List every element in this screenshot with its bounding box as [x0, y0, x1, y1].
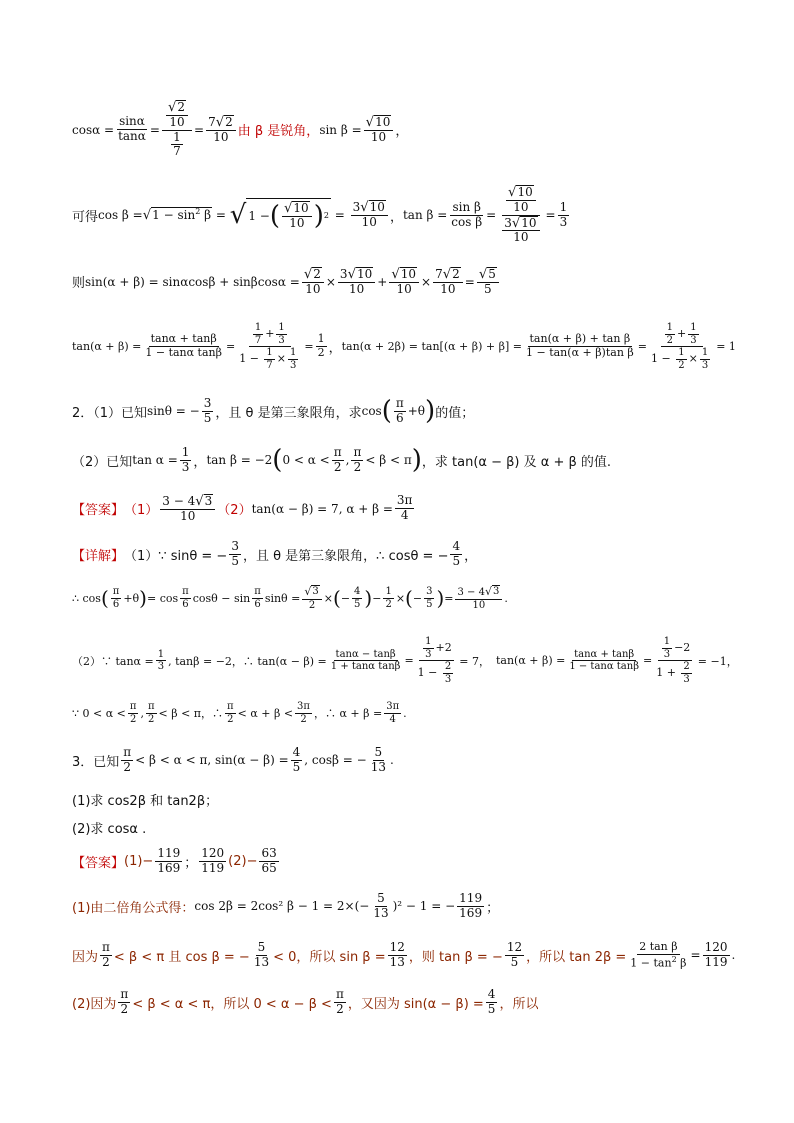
- q3-prefix: 3．已知: [72, 754, 120, 770]
- q3-cond: < β < α < π, sin(α − β) =: [135, 753, 289, 768]
- det2-p2-end: = −1，: [697, 654, 738, 668]
- frac-complex-3: $\frac{1}{7}$ + $\frac{1}{3}$ 1 − $\frac{1}{7}$ × $\frac{1}{3}$: [239, 322, 297, 371]
- det2-p2-sum: tan(α + β) =: [495, 654, 566, 667]
- det2-r-mid2: < α + β <: [237, 706, 294, 720]
- det2-line2: ∴ cos ( $\frac{\pi}{6}$ +θ ) = cos $\frac{\pi}{6}$ cosθ − sin $\frac{\pi}{6}$ sinθ = √ 3 2 × ( − $\frac{4}{5}$ ) − $\frac{1}{2}$ × ( − $\frac{3}{5}$ ) = 3 − 4 √ 3 10 .: [72, 585, 508, 611]
- det2-line3: （2）∵ tanα = $\frac{1}{3}$ , tanβ = −2，∴ tan(α − β) = $\frac{\tan\alpha - \tan\beta}{\text{1 + tanα tanβ}}$ = $\frac{1}{3}$ +2 1 − $\frac{2}{3}$ = 7， tan(α + β) = $\frac{\tan\alpha + \tan\beta}{\text{1 − tanα tanβ}}$ = $\frac{1}{3}$ −2 1 + $\frac{2}{3}$ = −1，: [72, 636, 738, 685]
- text-ze: 则: [72, 276, 86, 292]
- det3-line2: 因为 $\frac{\pi}{2}$ < β < π 且 cos β = − $\frac{5}{13}$ < 0，所以 sin β = $\frac{12}{13}$ ，则 tan β = − $\frac{12}{5}$ ，所以 tan 2β = $\frac{\text{2 tan β}}{1 - \tan^2 \beta}$ = $\frac{120}{119}$ .: [72, 940, 736, 970]
- frac-7r2-10: 7 √ 2 10: [206, 115, 236, 145]
- det3-l2-d: ，所以 tan 2β =: [526, 949, 627, 965]
- q3-line: 3．已知 $\frac{\pi}{2}$ < β < α < π, sin(α − β) = $\frac{4}{5}$ , cosβ = − $\frac{5}{13}$ .: [72, 745, 394, 774]
- det2-r-line: ∵ 0 < α <: [72, 706, 126, 720]
- det2-line1: 【详解】 （1）∵ sinθ = − $\frac{3}{5}$ ，且 θ 是第三象限角，∴ cosθ = − $\frac{4}{5}$ ，: [72, 539, 478, 568]
- frac-complex-4: $\frac{1}{2}$ + $\frac{1}{3}$ 1 − $\frac{1}{2}$ × $\frac{1}{3}$: [651, 322, 709, 371]
- comma: ，: [328, 341, 342, 356]
- q2-p2-cond: 0 < α <: [282, 453, 330, 468]
- det2-p1-mid: ，且 θ 是第三象限角，∴ cosθ = −: [242, 548, 449, 564]
- det3-l1-prefix: (1)由二倍角公式得：: [72, 900, 195, 916]
- frac-complex-6: $\frac{1}{3}$ −2 1 + $\frac{2}{3}$: [656, 636, 691, 685]
- equals: =: [304, 340, 314, 353]
- answer-tag: 【答案】: [72, 503, 125, 519]
- det3-line1: (1)由二倍角公式得： cos 2β = 2cos² β − 1 = 2×(− $\frac{5}{13}$ )² − 1 = − $\frac{119}{169}$ ；: [72, 891, 500, 920]
- q2-part2: （2）已知 tan α = $\frac{1}{3}$ ， tan β = −2 ( 0 < α < $\frac{\pi}{2}$ , $\frac{\pi}{2}$ < β < π ) ，求 tan(α − β) 及 α + β 的值.: [72, 445, 612, 476]
- q2-prefix: 2．（1）已知: [72, 405, 148, 421]
- line-cos-beta: 可得 cos β = √ $1 - \sin^2 \beta$ = √ 1 − ( √ 10 10 ) 2 = 3 √ 10 10 ， tan β = $\frac{\text{sin β}}{\text{cos β}}$ = √ 10 10 3 √ 10 10 = $\frac{1}{3}$: [72, 184, 568, 245]
- equals-one: = 1: [716, 340, 736, 353]
- q3-sub1: [72, 790, 754, 809]
- sin-sum-expr: sin(α + β) = sinαcosβ + sinβcosα =: [85, 274, 300, 289]
- frac-complex-1: √ 2 10 $\frac{1}{7}$: [162, 100, 192, 159]
- q2-sin: sinθ = −: [147, 404, 200, 419]
- q2-mid: ，且 θ 是第三象限角，求: [215, 405, 362, 421]
- frac-sin-over-tan: $\frac{\sin\alpha}{\tan\alpha}$: [118, 114, 146, 144]
- ans3-line: 【答案】 (1)− $\frac{119}{169}$ ； $\frac{120}{119}$ (2)− $\frac{63}{65}$: [72, 846, 277, 875]
- det2-c-mid2: sinθ =: [264, 591, 301, 605]
- half-num: 1: [317, 332, 325, 346]
- det2-p2: （2）∵ tanα =: [72, 654, 154, 668]
- frac-complex-2: √ 10 10 3 √ 10 10: [498, 185, 543, 245]
- det2-eq7: = 7，: [459, 654, 490, 668]
- tan-2beta-expr: tan(α + 2β) = tan[(α + β) + β] =: [341, 340, 522, 353]
- ans3-p2: (2)−: [228, 853, 258, 869]
- answer-tag: 【答案】: [72, 855, 125, 871]
- semicolon: ；: [486, 900, 500, 916]
- q2-end: 的值；: [435, 405, 475, 421]
- tan-sum-label: tan(α + β) =: [72, 340, 142, 353]
- semicolon: ；: [184, 855, 198, 871]
- det2-p1: （1）∵ sinθ = −: [124, 548, 228, 564]
- det2-c-line: ∴ cos: [72, 591, 101, 605]
- det3-l2-c: ，则 tan β = −: [408, 949, 503, 965]
- det3-line3: (2)因为 $\frac{\pi}{2}$ < β < α < π，所以 0 < α − β < $\frac{\pi}{2}$ ，又因为 sin(α − β) = $\frac{4}{5}$ ，所以: [72, 987, 539, 1016]
- sqrt-big: √ 1 − ( √ 10 10 ) 2: [230, 198, 331, 233]
- det3-l1-expr: cos 2β = 2cos² β − 1 = 2×(−: [194, 899, 370, 914]
- frac-r10-10: √ 10 10: [364, 115, 394, 145]
- q2-p2-prefix: （2）已知: [72, 454, 133, 470]
- ans3-p1: (1)−: [124, 853, 154, 869]
- cos-alpha-label: cosα =: [72, 122, 115, 137]
- equals: =: [690, 948, 701, 963]
- q3-cond2: , cosβ = −: [304, 753, 367, 768]
- q2-p2-tanb: tan β = −2: [206, 453, 273, 468]
- q2-p2-end: ，求 tan(α − β) 及 α + β 的值.: [421, 454, 612, 470]
- det2-c-eq: = cos: [146, 591, 179, 605]
- tan-beta-label: tan β =: [402, 208, 448, 223]
- line-cos-alpha: cosα = $\frac{\sin\alpha}{\tan\alpha}$ = √ 2 10 $\frac{1}{7}$ = 7 √ 2 10 由 β 是锐角， sin β = √ 10 10 ，: [72, 99, 409, 159]
- q2-cos: cos: [361, 404, 382, 419]
- q2-p2-tan: tan α =: [132, 453, 178, 468]
- det3-l2-b: < 0，所以 sin β =: [273, 949, 386, 965]
- line-tan-sum: tan(α + β) = $\frac{\tan\alpha + \tan\beta}{\text{1 − tanα tanβ}}$ = $\frac{1}{7}$ + $\frac{1}{3}$ 1 − $\frac{1}{7}$ × $\frac{1}{3}$ = $\frac{1}{2}$ ， tan(α + 2β) = tan[(α + β) + β] = $\frac{\text{tan(α + β) + tan β}}{\text{1 − tan(α + β)tan β}}$ = $\frac{1}{2}$ + $\frac{1}{3}$ 1 − $\frac{1}{2}$ × $\frac{1}{3}$ = 1: [72, 322, 736, 371]
- comma: ，: [395, 124, 409, 140]
- comma: ，: [193, 454, 207, 470]
- det3-l3-b: ，又因为 sin(α − β) =: [347, 996, 484, 1012]
- det3-l3-c: ，所以: [499, 996, 539, 1012]
- text-ke-de: 可得: [72, 209, 99, 225]
- det3-l2-prefix: 因为: [72, 949, 99, 965]
- det2-r-mid3: ，∴ α + β =: [313, 707, 383, 720]
- ans2-line: 【答案】 （1） 3 − 4 √ 3 10 （2） tan(α − β) = 7, α + β = $\frac{3\pi}{4}$: [72, 493, 413, 523]
- q3-sub2-text: (2)求 cosα .: [72, 822, 147, 837]
- comma: ，: [389, 209, 403, 225]
- text-beta-acute: 由 β 是锐角，: [237, 124, 320, 140]
- det2-line4: ∵ 0 < α < $\frac{\pi}{2}$ , $\frac{\pi}{2}$ < β < π，∴ $\frac{\pi}{2}$ < α + β < $\frac{3\pi}{2}$ ，∴ α + β = $\frac{3\pi}{4}$ .: [72, 701, 407, 725]
- detail-tag: 【详解】: [72, 548, 125, 564]
- det3-l3-prefix: (2)因为: [72, 996, 117, 1012]
- frac-complex-5: $\frac{1}{3}$ +2 1 − $\frac{2}{3}$: [417, 636, 452, 685]
- cos-beta-label: cos β =: [98, 208, 143, 223]
- ans2-p1: （1）: [124, 503, 159, 519]
- det2-r-mid: < β < π，∴: [158, 707, 224, 720]
- ans2-p2: （2）: [217, 503, 252, 519]
- det3-l2-a: < β < π 且 cos β = −: [113, 949, 250, 965]
- comma: ，: [464, 548, 478, 564]
- line-sin-sum: 则 sin(α + β) = sinαcosβ + sinβcosα = √ 2 10 × 3 √ 10 10 + √ 10 10 × 7 √ 2 10 = √ 5 5: [72, 267, 754, 297]
- q2-p2-cond2: < β < π: [365, 453, 412, 468]
- sin-beta-label: sin β =: [319, 122, 362, 137]
- q3-sub2: [72, 818, 754, 837]
- det3-l3-a: < β < α < π，所以 0 < α − β <: [132, 996, 332, 1012]
- q3-sub1-text: (1)求 cos2β 和 tan2β；: [72, 794, 219, 809]
- det3-l1-end: )² − 1 = −: [392, 899, 456, 914]
- det2-c-mid: cosθ − sin: [192, 591, 251, 605]
- det2-p2-mid: , tanβ = −2，∴ tan(α − β) =: [168, 654, 327, 668]
- ans2-p2-expr: tan(α − β) = 7, α + β =: [251, 501, 393, 516]
- q2-part1: 2．（1）已知 sinθ = − $\frac{3}{5}$ ，且 θ 是第三象限角，求 cos ( $\frac{\pi}{6}$ +θ ) 的值；: [72, 396, 475, 427]
